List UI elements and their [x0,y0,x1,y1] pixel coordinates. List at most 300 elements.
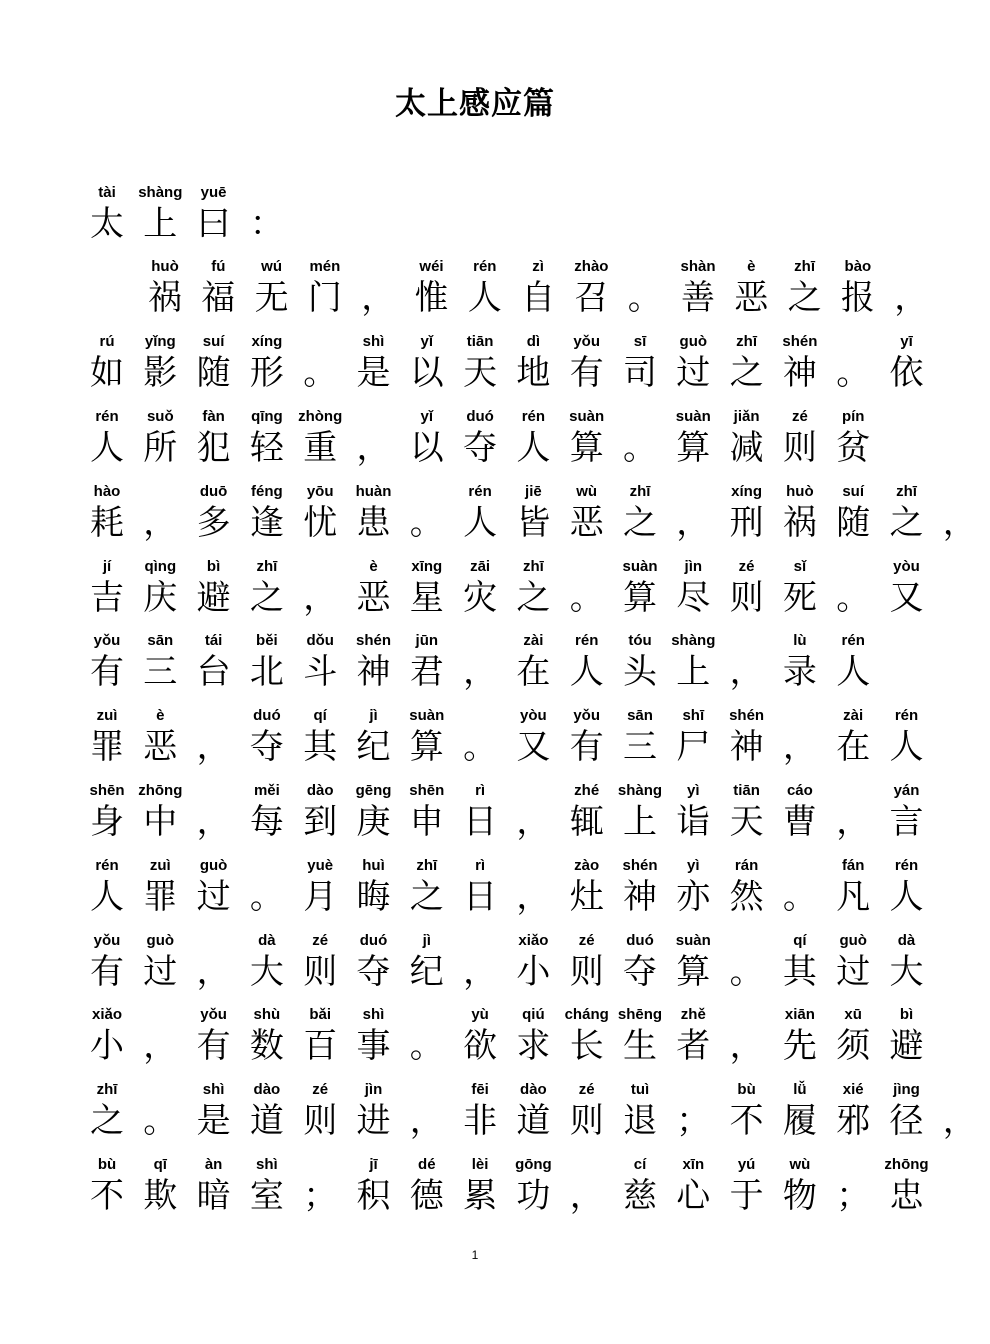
pinyin: bù [97,1156,117,1173]
hanzi: 德 [409,1176,444,1216]
hanzi: 其 [782,952,817,992]
hanzi: 惟 [414,278,449,318]
pinyin: zhě [680,1006,706,1023]
pinyin: huàn [355,483,392,500]
hanzi: 申 [409,802,444,842]
hanzi: 长 [569,1026,604,1066]
pinyin: pín [841,408,865,425]
hanzi: 则 [729,578,764,618]
page-number: 1 [471,1248,479,1262]
pinyin: shén [355,632,391,649]
hanzi: 庚 [356,802,391,842]
pinyin: lǚ [793,1081,807,1098]
pinyin: mén [309,258,341,275]
hanzi: 神 [782,353,817,393]
pinyin: xié [842,1081,864,1098]
hanzi: 道 [516,1101,551,1141]
hanzi: 头 [623,652,657,692]
pinyin: yán [893,782,920,799]
hanzi: 人 [836,652,871,692]
pinyin: shén [622,857,658,874]
hanzi: 所 [143,428,178,468]
hanzi: 。 [569,578,604,618]
hanzi: 过 [676,353,711,393]
hanzi: 之 [90,1101,124,1141]
hanzi: 庆 [143,578,178,618]
hanzi: 小 [516,952,551,992]
pinyin: jìn [684,558,703,575]
pinyin: guò [679,333,708,350]
text-line [0,707,950,777]
pinyin: zé [738,558,755,575]
hanzi: 上 [676,652,711,692]
pinyin: shēn [409,782,445,799]
hanzi: 中 [143,802,178,842]
pinyin: yǒu [93,632,121,649]
pinyin: zhī [736,333,758,350]
hanzi: 避 [196,578,231,618]
hanzi: ， [942,503,977,543]
pinyin: shì [362,1006,385,1023]
hanzi: 人 [90,877,124,917]
pinyin: àn [204,1156,223,1173]
pinyin: rén [575,632,599,649]
pinyin: è [369,558,378,575]
hanzi: ； [303,1176,338,1216]
pinyin: bǎi [309,1006,332,1023]
hanzi: 吉 [90,578,124,618]
hanzi: 。 [409,503,444,543]
hanzi: ， [516,877,551,917]
hanzi: 地 [516,353,551,393]
pinyin: qiú [522,1006,545,1023]
pinyin: zhào [574,258,609,275]
pinyin: xīn [682,1156,705,1173]
pinyin: tuì [630,1081,650,1098]
hanzi: 暗 [196,1176,231,1216]
text-line [0,184,950,254]
hanzi: 。 [836,353,871,393]
hanzi: 有 [90,652,124,692]
pinyin: è [747,258,756,275]
hanzi: 人 [889,877,924,917]
hanzi: 退 [623,1101,657,1141]
hanzi: 纪 [356,727,391,767]
hanzi: 天 [729,802,764,842]
hanzi: ， [409,1101,444,1141]
hanzi: ， [143,503,178,543]
hanzi: 有 [569,727,604,767]
pinyin: xīng [411,558,443,575]
hanzi: 亦 [676,877,711,917]
hanzi: 太 [90,204,124,244]
pinyin: guò [839,932,867,949]
hanzi: 又 [889,578,924,618]
pinyin: suàn [675,932,711,949]
pinyin: yǒu [200,1006,227,1023]
hanzi: 小 [90,1026,124,1066]
text-line [0,408,950,478]
hanzi: 无 [254,278,289,318]
hanzi: ， [894,278,929,318]
pinyin: yú [737,1156,756,1173]
pinyin: tiān [466,333,494,350]
hanzi: 人 [90,428,124,468]
hanzi: 算 [569,428,604,468]
pinyin: suǒ [146,408,174,425]
pinyin: tiān [733,782,760,799]
hanzi: 然 [729,877,764,917]
hanzi: 每 [249,802,284,842]
pinyin: yù [471,1006,489,1023]
pinyin: yǒu [573,707,601,724]
pinyin: yuè [307,857,334,874]
pinyin: rén [95,408,119,425]
hanzi: 人 [889,727,924,767]
hanzi: 数 [249,1026,284,1066]
hanzi: 依 [889,353,924,393]
pinyin: zhī [96,1081,118,1098]
hanzi: 自 [521,278,556,318]
hanzi: ， [729,652,764,692]
pinyin: yòu [893,558,920,575]
pinyin: shì [362,333,385,350]
pinyin: wù [789,1156,811,1173]
hanzi: 百 [303,1026,338,1066]
pinyin: zé [791,408,808,425]
hanzi: ， [361,278,396,318]
hanzi: 恶 [569,503,604,543]
pinyin: rén [894,707,919,724]
pinyin: bì [206,558,221,575]
hanzi: 则 [569,1101,604,1141]
hanzi: 。 [249,877,284,917]
hanzi: 过 [143,952,178,992]
hanzi: 忠 [889,1176,924,1216]
hanzi: 人 [467,278,502,318]
hanzi: ， [356,428,391,468]
hanzi: 言 [889,802,924,842]
pinyin: zhōng [138,782,183,799]
hanzi: 门 [307,278,342,318]
hanzi: 之 [409,877,444,917]
pinyin: duō [199,483,228,500]
pinyin: zhé [574,782,600,799]
hanzi: 。 [303,353,338,393]
text-line [0,258,950,328]
pinyin: suàn [409,707,445,724]
pinyin: yǐ [420,408,434,425]
pinyin: yǐ [420,333,434,350]
hanzi: 上 [623,802,657,842]
hanzi: 随 [196,353,231,393]
hanzi: 皆 [516,503,551,543]
pinyin: xíng [731,483,763,500]
text-line [0,1156,950,1226]
hanzi: ： [249,204,284,244]
pinyin: wéi [419,258,444,275]
hanzi: 君 [409,652,444,692]
pinyin: yī [900,333,913,350]
pinyin: shén [782,333,818,350]
hanzi: 犯 [196,428,231,468]
hanzi: 身 [90,802,124,842]
hanzi: 曰 [196,204,231,244]
hanzi: 求 [516,1026,551,1066]
hanzi: 重 [303,428,338,468]
hanzi: 不 [90,1176,124,1216]
hanzi: 在 [836,727,871,767]
pinyin: rì [475,782,486,799]
hanzi: 轻 [249,428,284,468]
text-line [0,333,950,403]
hanzi: 又 [516,727,551,767]
hanzi: 祸 [148,278,182,318]
pinyin: qī [153,1156,167,1173]
pinyin: shàng [617,782,663,799]
pinyin: dào [306,782,334,799]
pinyin: shì [256,1156,278,1173]
hanzi: 以 [409,353,444,393]
pinyin: rú [99,333,115,350]
pinyin: yǐng [144,333,176,350]
hanzi: 欲 [463,1026,498,1066]
hanzi: 先 [782,1026,817,1066]
hanzi: 大 [889,952,924,992]
pinyin: xū [844,1006,862,1023]
hanzi: 诣 [676,802,711,842]
text-line [0,632,950,702]
pinyin: zài [523,632,544,649]
hanzi: 星 [409,578,444,618]
pinyin: zé [578,932,595,949]
pinyin: zé [578,1081,595,1098]
pinyin: dào [520,1081,547,1098]
hanzi: 。 [143,1101,178,1141]
pinyin: yǒu [573,333,601,350]
hanzi: 夺 [356,952,391,992]
pinyin: rén [521,408,546,425]
text-line [0,483,977,553]
pinyin: sān [627,707,653,724]
hanzi: 台 [196,652,231,692]
hanzi: 。 [836,578,871,618]
hanzi: 司 [623,353,657,393]
pinyin: jìn [364,1081,383,1098]
hanzi: 有 [569,353,604,393]
pinyin: dé [418,1156,436,1173]
pinyin: tái [204,632,223,649]
hanzi: 。 [409,1026,444,1066]
pinyin: wù [576,483,598,500]
pinyin: rì [475,857,486,874]
hanzi: 忧 [303,503,338,543]
hanzi: 日 [463,877,498,917]
pinyin: wú [261,258,283,275]
pinyin: zuì [149,857,171,874]
hanzi: 径 [889,1101,924,1141]
hanzi: 夺 [249,727,284,767]
pinyin: sī [633,333,647,350]
pinyin: jí [102,558,112,575]
pinyin: duó [466,408,494,425]
hanzi: 恶 [143,727,178,767]
pinyin: jiē [525,483,542,500]
hanzi: 多 [196,503,231,543]
hanzi: 月 [303,877,338,917]
hanzi: 之 [623,503,657,543]
hanzi: 则 [303,1101,338,1141]
hanzi: 过 [836,952,871,992]
pinyin: tài [98,184,116,201]
pinyin: zāi [470,558,491,575]
pinyin: gōng [515,1156,552,1173]
hanzi: 功 [516,1176,551,1216]
hanzi: 以 [409,428,444,468]
hanzi: ， [143,1026,178,1066]
pinyin: shàng [138,184,183,201]
pinyin: shī [682,707,705,724]
pinyin: gēng [355,782,392,799]
hanzi: 有 [196,1026,231,1066]
hanzi: 。 [729,952,764,992]
pinyin: zhī [896,483,917,500]
hanzi: 者 [676,1026,711,1066]
pinyin: duó [253,707,281,724]
hanzi: 须 [836,1026,871,1066]
hanzi: 室 [249,1176,284,1216]
pinyin: běi [256,632,278,649]
pinyin: bì [899,1006,914,1023]
pinyin: jì [422,932,431,949]
hanzi: 恶 [734,278,769,318]
pinyin: jūn [415,632,439,649]
pinyin: shēn [89,782,125,799]
hanzi: 灶 [569,877,604,917]
text-line [0,558,950,628]
hanzi: 之 [249,578,284,618]
hanzi: ， [782,727,817,767]
pinyin: duó [626,932,654,949]
hanzi: 夺 [623,952,657,992]
pinyin: qí [313,707,327,724]
hanzi: 。 [627,278,662,318]
hanzi: 非 [463,1101,498,1141]
pinyin: zhōng [884,1156,929,1173]
hanzi: 恶 [356,578,391,618]
hanzi: 患 [356,503,391,543]
hanzi: ， [836,802,871,842]
text-line [0,932,950,1002]
pinyin: rén [473,258,497,275]
pinyin: féng [251,483,283,500]
hanzi: 死 [782,578,817,618]
pinyin: suàn [569,408,605,425]
pinyin: dà [897,932,916,949]
hanzi: 辄 [569,802,604,842]
hanzi: 大 [249,952,284,992]
hanzi: 尽 [676,578,711,618]
pinyin: rén [95,857,119,874]
hanzi: 算 [623,578,657,618]
hanzi: 其 [303,727,338,767]
hanzi: 刑 [729,503,764,543]
hanzi: ， [303,578,338,618]
pinyin: shàng [671,632,716,649]
hanzi: 罪 [90,727,124,767]
hanzi: ， [196,802,231,842]
hanzi: 夺 [463,428,498,468]
pinyin: huì [362,857,385,874]
hanzi: ， [942,1101,977,1141]
hanzi: 尸 [676,727,711,767]
pinyin: zhī [256,558,278,575]
pinyin: shàn [680,258,716,275]
hanzi: ， [729,1026,764,1066]
hanzi: 录 [782,652,817,692]
pinyin: zhī [629,483,651,500]
hanzi: 是 [196,1101,231,1141]
hanzi: ； [836,1176,871,1216]
pinyin: tóu [628,632,652,649]
hanzi: 。 [782,877,817,917]
pinyin: rán [734,857,759,874]
hanzi: 之 [516,578,551,618]
hanzi: 贫 [836,428,871,468]
hanzi: 邪 [836,1101,871,1141]
pinyin: lù [793,632,807,649]
pinyin: guò [199,857,228,874]
text-line [0,857,950,927]
pinyin: fàn [202,408,225,425]
document-title: 太上感应篇 [395,86,555,122]
hanzi: 不 [729,1101,764,1141]
pinyin: yōu [306,483,334,500]
pinyin: cí [633,1156,647,1173]
pinyin: jì [369,707,378,724]
hanzi: 慈 [623,1176,657,1216]
hanzi: 欺 [143,1176,178,1216]
hanzi: 善 [681,278,715,318]
hanzi: 神 [729,727,764,767]
hanzi: 人 [516,428,551,468]
hanzi: 之 [889,503,924,543]
pinyin: rén [841,632,865,649]
text-line [0,1006,950,1076]
pinyin: jī [369,1156,378,1173]
hanzi: 三 [143,652,178,692]
pinyin: yǒu [93,932,121,949]
pinyin: yì [687,857,700,874]
hanzi: 上 [143,204,178,244]
hanzi: 北 [249,652,284,692]
pinyin: fán [841,857,865,874]
pinyin: zì [532,258,544,275]
pinyin: rén [894,857,919,874]
hanzi: 纪 [409,952,444,992]
pinyin: zé [312,1081,329,1098]
hanzi: ， [516,802,551,842]
hanzi: 到 [303,802,338,842]
hanzi: 则 [569,952,604,992]
hanzi: 人 [569,652,604,692]
hanzi: ， [463,952,498,992]
hanzi: 随 [836,503,871,543]
hanzi: 晦 [356,877,391,917]
pinyin: huò [151,258,179,275]
hanzi: 事 [356,1026,391,1066]
hanzi: 生 [623,1026,657,1066]
